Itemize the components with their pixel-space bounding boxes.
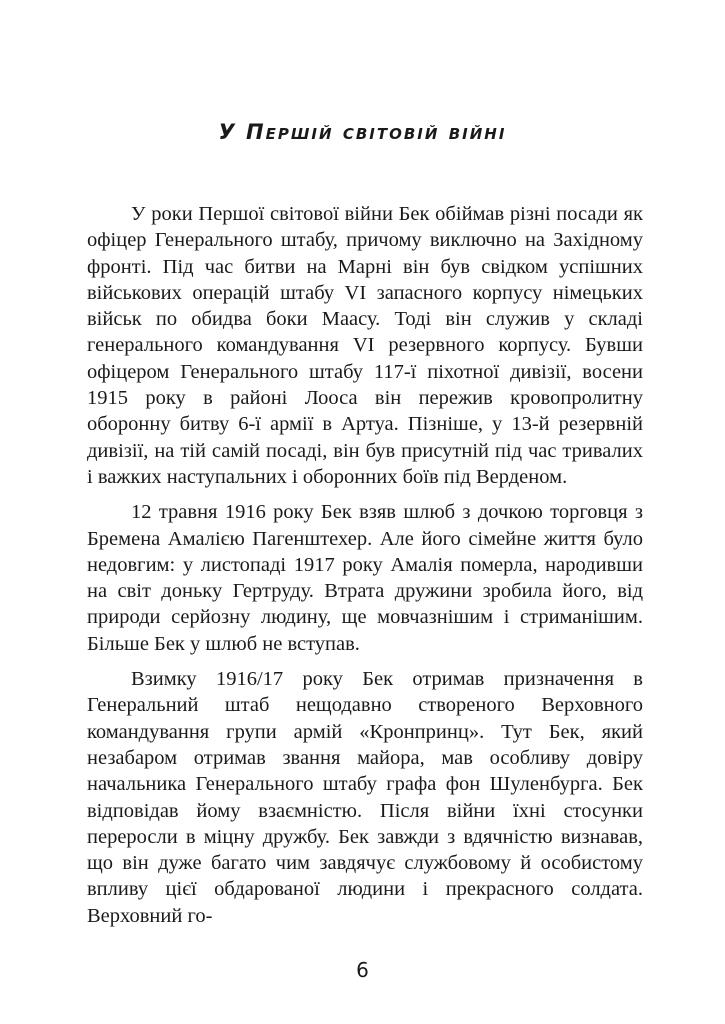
paragraph: Взимку 1916/17 року Бек отримав призначення в Генеральний штаб нещодавно створеного Верховного командування групи армій «Кронпринц». Тут Бек, який незабаром отримав звання майора, мав особливу довіру начальника Генерального штабу графа фон Шуленбурга. Бек відповідав йому взаємністю. Після війни їхні стосунки переросли в міцну дружбу. Бек завжди з вдячністю визнавав, що він дуже багато чим завдячує службовому й особистому впливу цієї обдарованої людини і прекрасного солдата. Верховний го- [87, 668, 643, 927]
page-number: 6 [356, 958, 369, 982]
paragraph: 12 травня 1916 року Бек взяв шлюб з дочкою торговця з Бремена Амалією Пагенштехер. Але його сімейне життя було недовгим: у листопаді 1917 року Амалія померла, народивши на світ доньку Гертруду. Втрата дружини зробила його, від природи серйозну людину, ще мовчазнішим і стриманішим. Більше Бек у шлюб не вступав. [87, 501, 643, 655]
chapter-title: У Першій світовій війні [218, 120, 507, 144]
paragraph: У роки Першої світової війни Бек обіймав різні посади як офіцер Генерального штабу, причому виключно на Західному фронті. Під час битви на Марні він був свідком успішних військових операцій штабу VI запасного корпусу німецьких військ по обидва боки Маасу. Тоді він служив у складі генерального командування VI резервного корпусу. Бувши офіцером Генерального штабу 117-ї піхотної дивізії, восени 1915 року в районі Лооса він пережив кровопролитну оборонну битву 6-ї армії в Артуа. Пізніше, у 13-й резервній дивізії, на тій самій посаді, він був присутній під час тривалих і важких наступальних і оборонних боїв під Верденом. [87, 203, 643, 488]
chapter-body [87, 201, 643, 938]
